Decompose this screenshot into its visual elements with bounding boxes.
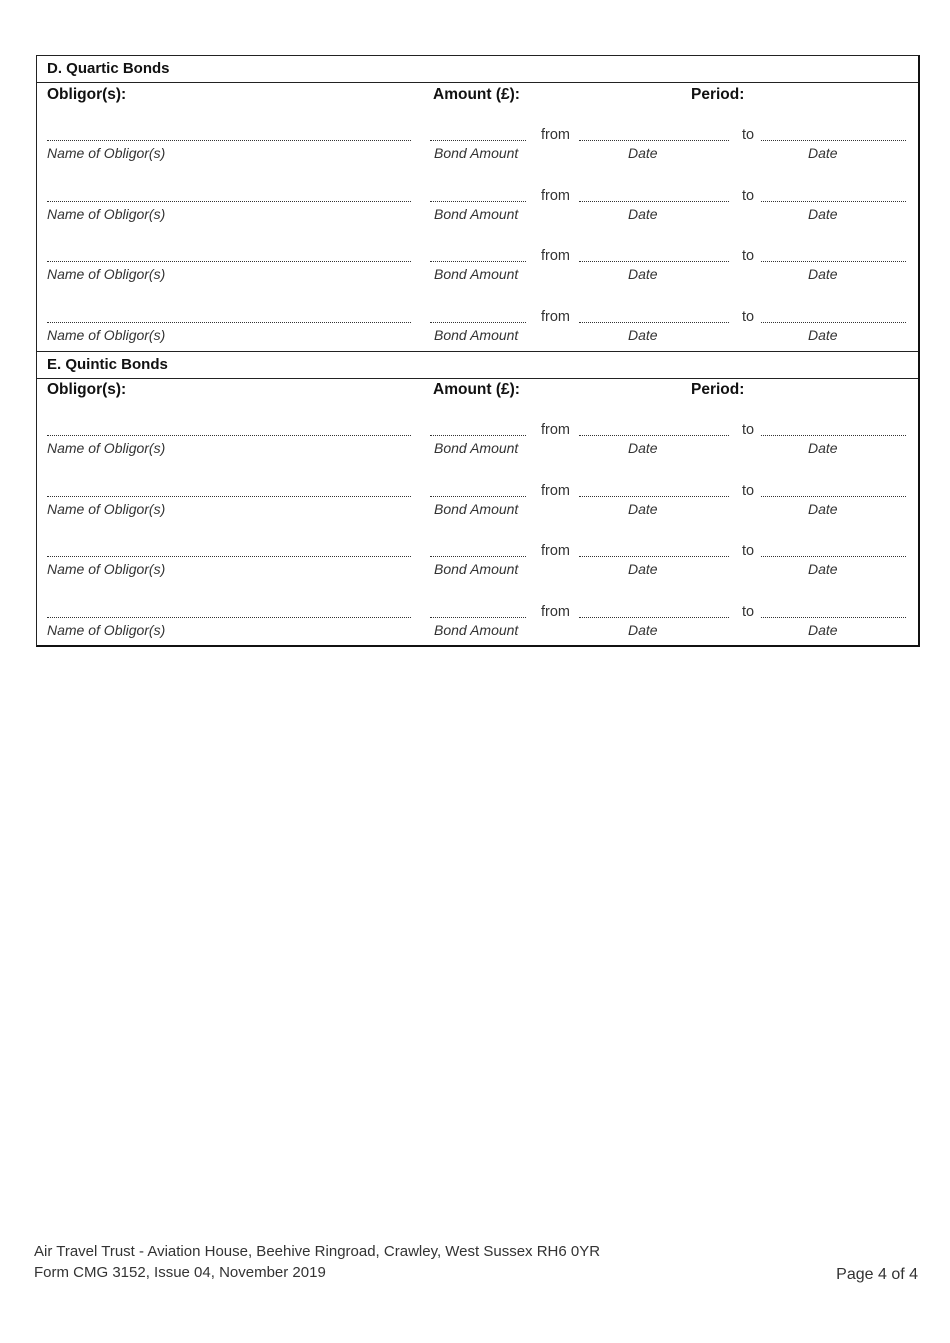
name-of-obligor-label: Name of Obligor(s) xyxy=(47,500,166,517)
obligor-name-field[interactable] xyxy=(47,617,411,618)
from-label: from xyxy=(541,603,570,620)
from-label: from xyxy=(541,187,570,204)
to-label: to xyxy=(742,603,755,620)
obligor-name-field[interactable] xyxy=(47,261,411,262)
obligor-name-field[interactable] xyxy=(47,435,411,436)
to-date-field[interactable] xyxy=(761,617,906,618)
to-date-field[interactable] xyxy=(761,322,906,323)
obligor-name-field[interactable] xyxy=(47,201,411,202)
bond-amount-field[interactable] xyxy=(430,496,526,497)
from-date-label: Date xyxy=(628,266,658,282)
name-of-obligor-label: Name of Obligor(s) xyxy=(47,440,166,456)
to-date-label: Date xyxy=(808,561,838,577)
to-label: to xyxy=(742,543,755,559)
to-date-label: Date xyxy=(808,326,838,343)
from-date-field[interactable] xyxy=(579,496,729,497)
name-of-obligor-label: Name of Obligor(s) xyxy=(47,621,166,638)
bond-amount-label: Bond Amount xyxy=(434,561,519,577)
bond-amount-label: Bond Amount xyxy=(434,440,519,456)
obligor-name-field[interactable] xyxy=(47,496,411,497)
from-date-field[interactable] xyxy=(579,201,729,202)
bond-amount-field[interactable] xyxy=(430,261,526,262)
to-date-label: Date xyxy=(808,500,838,517)
from-label: from xyxy=(541,543,570,559)
bond-amount-field[interactable] xyxy=(430,617,526,618)
to-date-label: Date xyxy=(808,145,838,161)
obligor-name-field[interactable] xyxy=(47,322,411,323)
bonds-table xyxy=(36,55,920,647)
bond-amount-label: Bond Amount xyxy=(434,500,519,517)
to-date-field[interactable] xyxy=(761,435,906,436)
from-date-label: Date xyxy=(628,145,658,161)
from-date-label: Date xyxy=(628,621,658,638)
footer-form-info: Form CMG 3152, Issue 04, November 2019 xyxy=(34,1264,326,1281)
bond-amount-label: Bond Amount xyxy=(434,145,519,161)
to-date-label: Date xyxy=(808,621,838,638)
bond-amount-label: Bond Amount xyxy=(434,621,519,638)
to-date-field[interactable] xyxy=(761,201,906,202)
from-date-label: Date xyxy=(628,326,658,343)
obligor-name-field[interactable] xyxy=(47,556,411,557)
to-date-label: Date xyxy=(808,205,838,222)
period-column-header: Period: xyxy=(691,86,745,103)
amount-column-header: Amount (£): xyxy=(433,381,520,398)
from-date-label: Date xyxy=(628,500,658,517)
to-label: to xyxy=(742,127,755,143)
from-date-field[interactable] xyxy=(579,435,729,436)
from-date-label: Date xyxy=(628,205,658,222)
from-date-field[interactable] xyxy=(579,617,729,618)
bond-amount-field[interactable] xyxy=(430,322,526,323)
section-title: E. Quintic Bonds xyxy=(47,356,168,373)
page-number: Page 4 of 4 xyxy=(836,1266,918,1283)
bond-amount-label: Bond Amount xyxy=(434,326,519,343)
footer-address: Air Travel Trust - Aviation House, Beehive Ringroad, Crawley, West Sussex RH6 0YR xyxy=(34,1243,601,1260)
from-label: from xyxy=(541,127,570,143)
to-date-label: Date xyxy=(808,266,838,282)
to-label: to xyxy=(742,482,755,499)
bond-amount-field[interactable] xyxy=(430,201,526,202)
name-of-obligor-label: Name of Obligor(s) xyxy=(47,326,166,343)
to-label: to xyxy=(742,422,755,438)
bond-amount-label: Bond Amount xyxy=(434,266,519,282)
to-date-field[interactable] xyxy=(761,556,906,557)
bond-amount-field[interactable] xyxy=(430,435,526,436)
section-header xyxy=(37,56,918,83)
from-date-label: Date xyxy=(628,561,658,577)
from-label: from xyxy=(541,422,570,438)
from-label: from xyxy=(541,248,570,264)
period-column-header: Period: xyxy=(691,381,745,398)
from-label: from xyxy=(541,482,570,499)
obligor-name-field[interactable] xyxy=(47,140,411,141)
from-label: from xyxy=(541,308,570,325)
from-date-field[interactable] xyxy=(579,556,729,557)
to-date-field[interactable] xyxy=(761,140,906,141)
to-label: to xyxy=(742,308,755,325)
section-header xyxy=(37,351,918,379)
to-date-field[interactable] xyxy=(761,261,906,262)
bond-amount-field[interactable] xyxy=(430,556,526,557)
name-of-obligor-label: Name of Obligor(s) xyxy=(47,205,166,222)
amount-column-header: Amount (£): xyxy=(433,86,520,103)
from-date-field[interactable] xyxy=(579,261,729,262)
name-of-obligor-label: Name of Obligor(s) xyxy=(47,266,166,282)
section-title: D. Quartic Bonds xyxy=(47,60,170,77)
to-date-label: Date xyxy=(808,440,838,456)
to-date-field[interactable] xyxy=(761,496,906,497)
name-of-obligor-label: Name of Obligor(s) xyxy=(47,561,166,577)
from-date-label: Date xyxy=(628,440,658,456)
to-label: to xyxy=(742,187,755,204)
obligor-column-header: Obligor(s): xyxy=(47,86,127,103)
to-label: to xyxy=(742,248,755,264)
from-date-field[interactable] xyxy=(579,322,729,323)
bond-amount-label: Bond Amount xyxy=(434,205,519,222)
name-of-obligor-label: Name of Obligor(s) xyxy=(47,145,166,161)
bond-amount-field[interactable] xyxy=(430,140,526,141)
from-date-field[interactable] xyxy=(579,140,729,141)
obligor-column-header: Obligor(s): xyxy=(47,381,127,398)
